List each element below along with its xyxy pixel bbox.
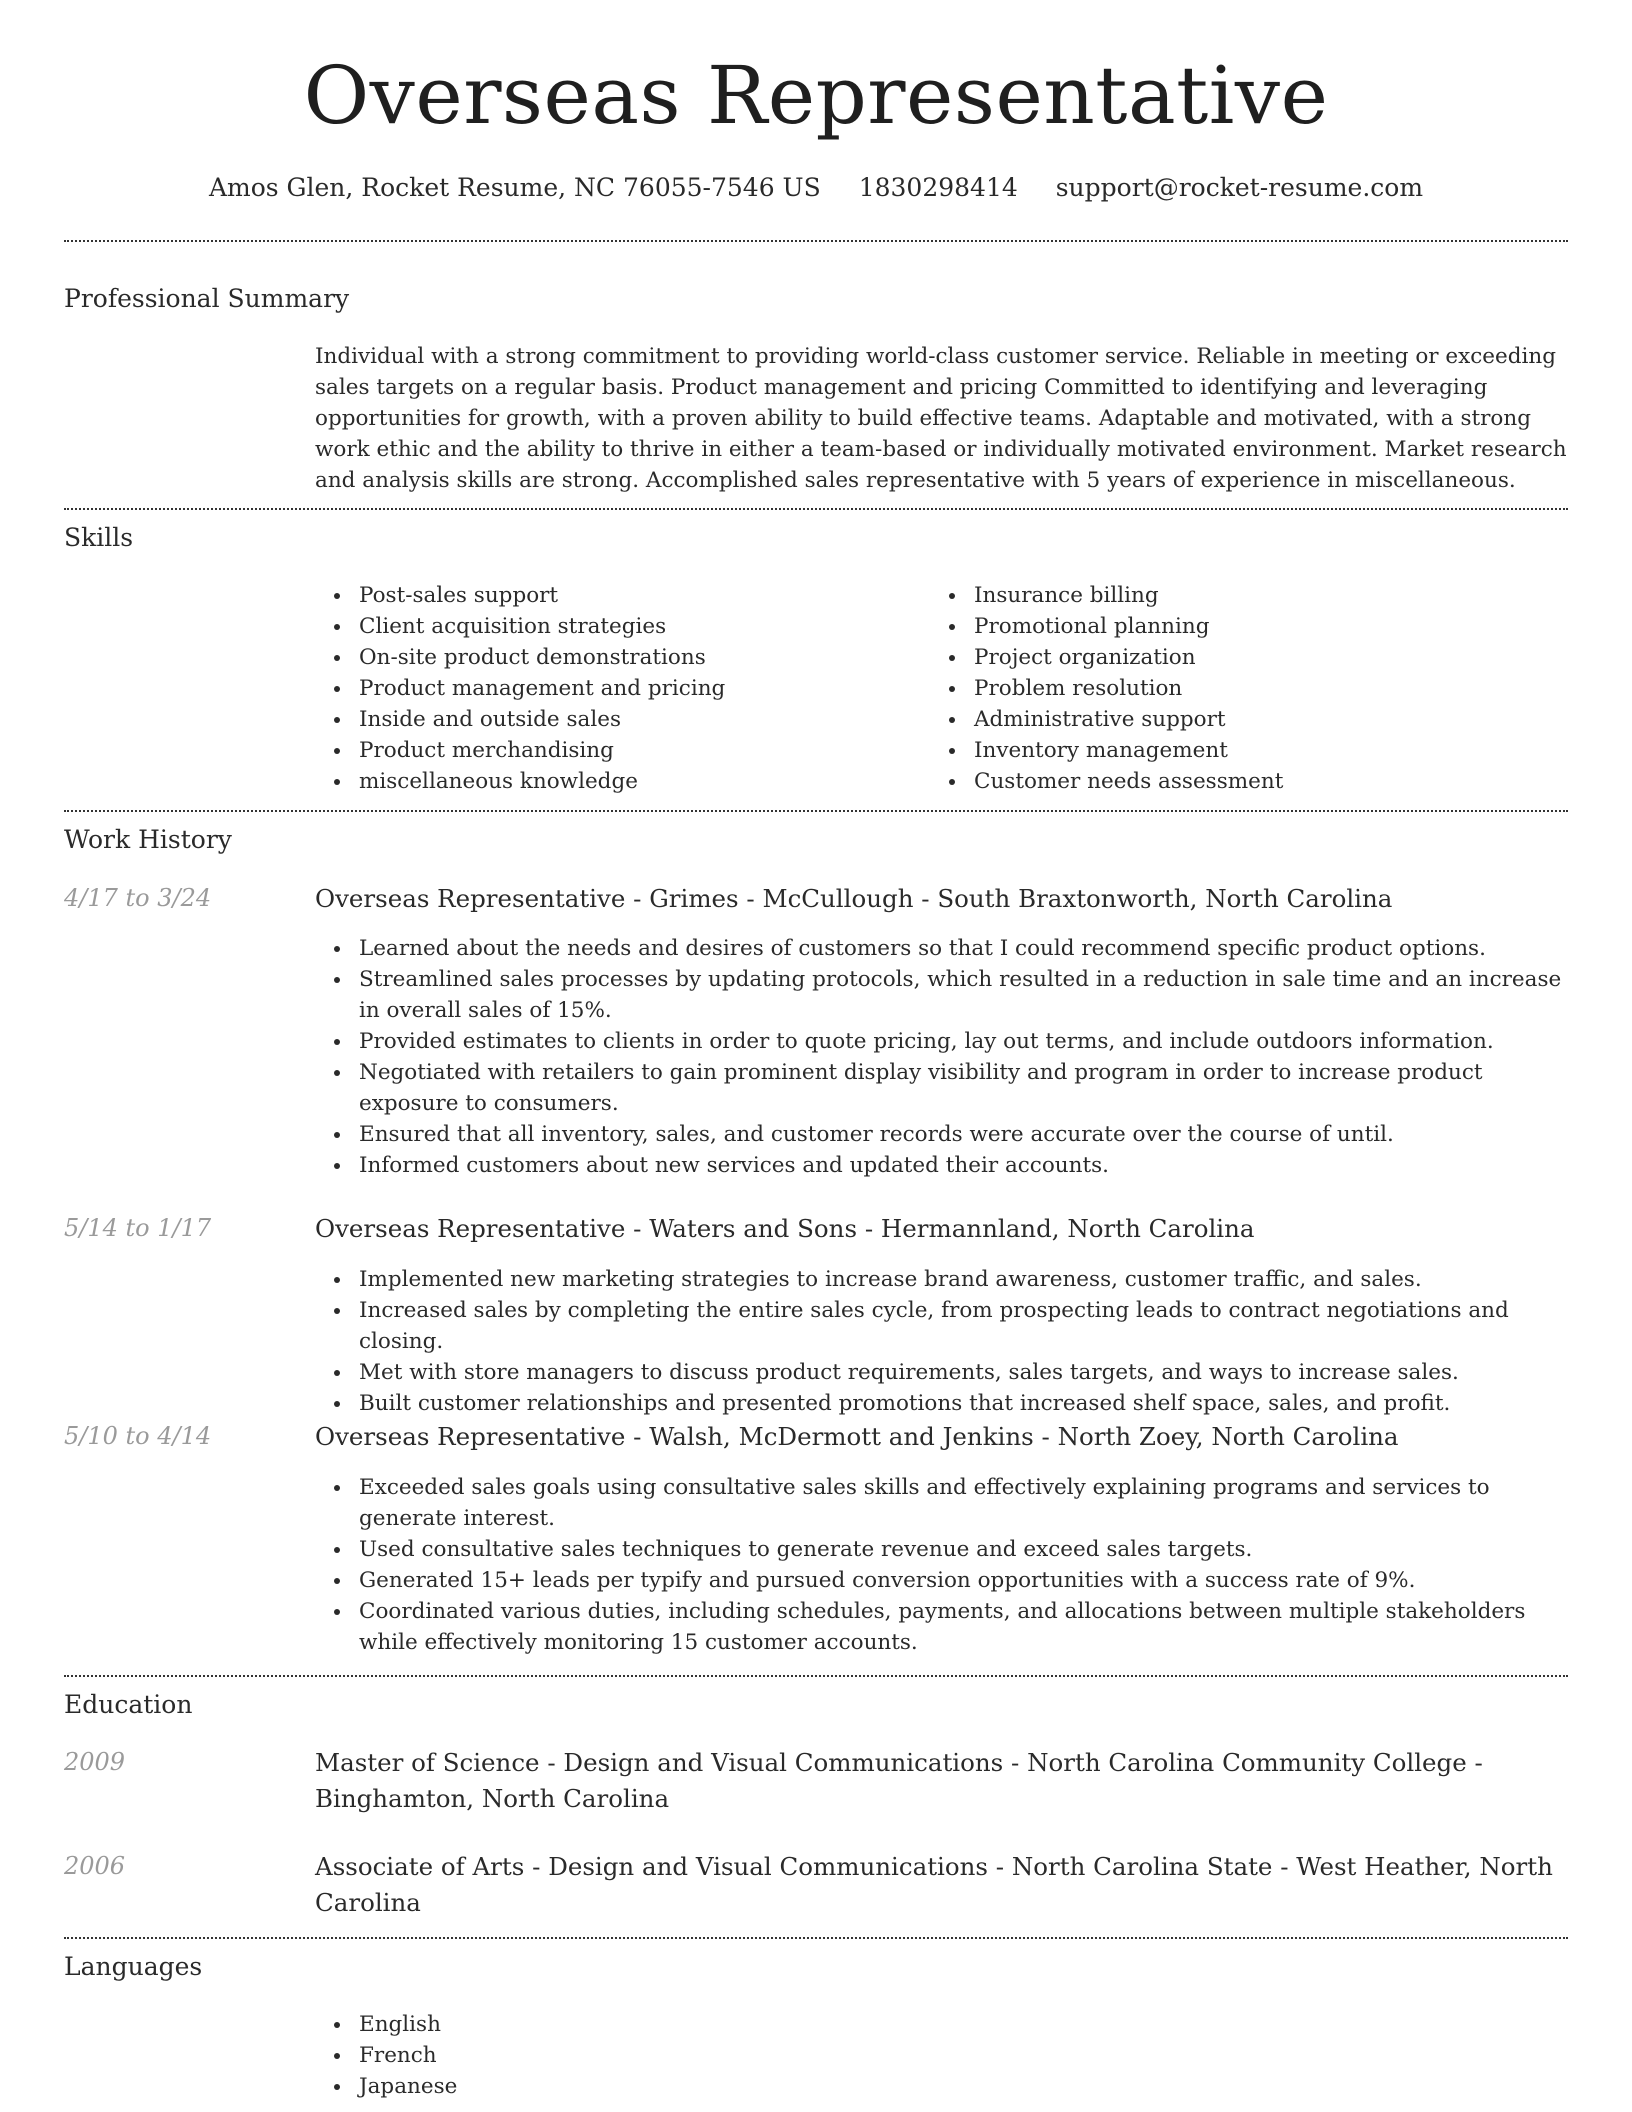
- education-entry: Master of Science - Design and Visual Communications - North Carolina Community College - Binghamton, North Carolina: [315, 1748, 1483, 1813]
- section-divider: [64, 508, 1568, 510]
- education-year: 2006: [64, 1852, 126, 1880]
- job-role: Overseas Representative: [315, 884, 626, 913]
- skill-item: Post-sales support: [315, 580, 915, 611]
- job-bullet: Informed customers about new services and updated their accounts.: [315, 1150, 1568, 1181]
- job-bullets: [315, 933, 1568, 1181]
- skill-item: Product management and pricing: [315, 673, 915, 704]
- job-bullet: Implemented new marketing strategies to increase brand awareness, customer traffic, and sales.: [315, 1264, 1568, 1295]
- skill-item: Project organization: [930, 642, 1530, 673]
- skills-list-left: [315, 580, 915, 797]
- work-heading: Work History: [64, 825, 232, 854]
- skill-item: Insurance billing: [930, 580, 1530, 611]
- job-bullet: Streamlined sales processes by updating protocols, which resulted in a reduction in sale time and an increase in overall sales of 15%.: [315, 964, 1568, 1026]
- job-location: North Zoey, North Carolina: [1057, 1422, 1399, 1451]
- contact-email: support@rocket-resume.com: [1055, 173, 1424, 202]
- education-location: Binghamton, North Carolina: [315, 1784, 670, 1813]
- education-heading: Education: [64, 1690, 193, 1719]
- summary-heading: Professional Summary: [64, 284, 350, 313]
- job-bullet: Built customer relationships and presented promotions that increased shelf space, sales, and profit.: [315, 1388, 1568, 1419]
- language-item: Japanese: [315, 2071, 915, 2102]
- resume-name: Overseas Representative: [303, 49, 1329, 142]
- job-bullet: Exceeded sales goals using consultative sales skills and effectively explaining programs and services to generate interest.: [315, 1472, 1568, 1534]
- job-bullet: Provided estimates to clients in order to quote pricing, lay out terms, and include outdoors information.: [315, 1026, 1568, 1057]
- section-divider: [64, 810, 1568, 812]
- job-company: Grimes - McCullough: [649, 884, 914, 913]
- education-entry: Associate of Arts - Design and Visual Communications - North Carolina State - West Heather, North Carolina: [315, 1852, 1553, 1917]
- contact-address: Amos Glen, Rocket Resume, NC 76055-7546 US: [208, 173, 821, 202]
- job-bullet: Met with store managers to discuss product requirements, sales targets, and ways to increase sales.: [315, 1357, 1568, 1388]
- job-bullets: [315, 1472, 1568, 1658]
- job-dates: 4/17 to 3/24: [64, 884, 212, 912]
- job-company: Walsh, McDermott and Jenkins: [649, 1422, 1034, 1451]
- education-degree: Master of Science: [315, 1748, 540, 1777]
- job-location: Hermannland, North Carolina: [880, 1214, 1255, 1243]
- skill-item: Customer needs assessment: [930, 766, 1530, 797]
- job-bullet: Ensured that all inventory, sales, and customer records were accurate over the course of until.: [315, 1119, 1568, 1150]
- skill-item: On-site product demonstrations: [315, 642, 915, 673]
- education-degree: Associate of Arts: [315, 1852, 525, 1881]
- language-item: English: [315, 2009, 915, 2040]
- job-role: Overseas Representative: [315, 1422, 626, 1451]
- summary-text: Individual with a strong commitment to providing world-class customer service. Reliable in meeting or exceeding sales targets on a regular basis. Product management and pricing Committed to identifying and leveraging opportunities for growth, with a proven ability to build effective teams. Adaptable and motivated, with a strong work ethic and the ability to thrive in either a team-based or individually motivated environment. Market research and analysis skills are strong. Accomplished sales representative with 5 years of experience in miscellaneous.: [315, 344, 1567, 493]
- job-dates: 5/14 to 1/17: [64, 1214, 212, 1242]
- education-location: West Heather, North Carolina: [315, 1852, 1553, 1917]
- languages-list: [315, 2009, 915, 2102]
- job-role: Overseas Representative: [315, 1214, 626, 1243]
- job-title-line: Overseas Representative - Waters and Sons - Hermannland, North Carolina: [315, 1214, 1255, 1243]
- skill-item: Problem resolution: [930, 673, 1530, 704]
- skill-item: Inventory management: [930, 735, 1530, 766]
- job-bullet: Coordinated various duties, including schedules, payments, and allocations between multiple stakeholders while effectively monitoring 15 customer accounts.: [315, 1596, 1568, 1658]
- resume-page: [64, 0, 1568, 2112]
- education-school: North Carolina Community College: [1027, 1748, 1467, 1777]
- language-item: French: [315, 2040, 915, 2071]
- job-bullet: Increased sales by completing the entire sales cycle, from prospecting leads to contract negotiations and closing.: [315, 1295, 1568, 1357]
- job-bullet: Learned about the needs and desires of customers so that I could recommend specific product options.: [315, 933, 1568, 964]
- education-field: Design and Visual Communications: [563, 1748, 1004, 1777]
- languages-heading: Languages: [64, 1952, 203, 1981]
- section-divider: [64, 1675, 1568, 1677]
- education-field: Design and Visual Communications: [548, 1852, 988, 1881]
- job-title-line: Overseas Representative - Grimes - McCullough - South Braxtonworth, North Carolina: [315, 884, 1393, 913]
- skill-item: miscellaneous knowledge: [315, 766, 915, 797]
- job-bullets: [315, 1264, 1568, 1419]
- contact-phone: 1830298414: [858, 173, 1018, 202]
- skill-item: Product merchandising: [315, 735, 915, 766]
- job-bullet: Used consultative sales techniques to generate revenue and exceed sales targets.: [315, 1534, 1568, 1565]
- job-company: Waters and Sons: [649, 1214, 858, 1243]
- skill-item: Inside and outside sales: [315, 704, 915, 735]
- education-year: 2009: [64, 1748, 126, 1776]
- skills-list-right: [930, 580, 1530, 797]
- section-divider: [64, 1937, 1568, 1939]
- skill-item: Client acquisition strategies: [315, 611, 915, 642]
- contact-line: [64, 172, 1568, 205]
- skills-heading: Skills: [64, 523, 134, 552]
- education-school: North Carolina State: [1011, 1852, 1273, 1881]
- job-dates: 5/10 to 4/14: [64, 1422, 212, 1450]
- job-location: South Braxtonworth, North Carolina: [937, 884, 1393, 913]
- section-divider: [64, 240, 1568, 242]
- job-title-line: Overseas Representative - Walsh, McDermott and Jenkins - North Zoey, North Carolina: [315, 1422, 1399, 1451]
- skill-item: Promotional planning: [930, 611, 1530, 642]
- job-bullet: Generated 15+ leads per typify and pursued conversion opportunities with a success rate of 9%.: [315, 1565, 1568, 1596]
- job-bullet: Negotiated with retailers to gain prominent display visibility and program in order to increase product exposure to consumers.: [315, 1057, 1568, 1119]
- skill-item: Administrative support: [930, 704, 1530, 735]
